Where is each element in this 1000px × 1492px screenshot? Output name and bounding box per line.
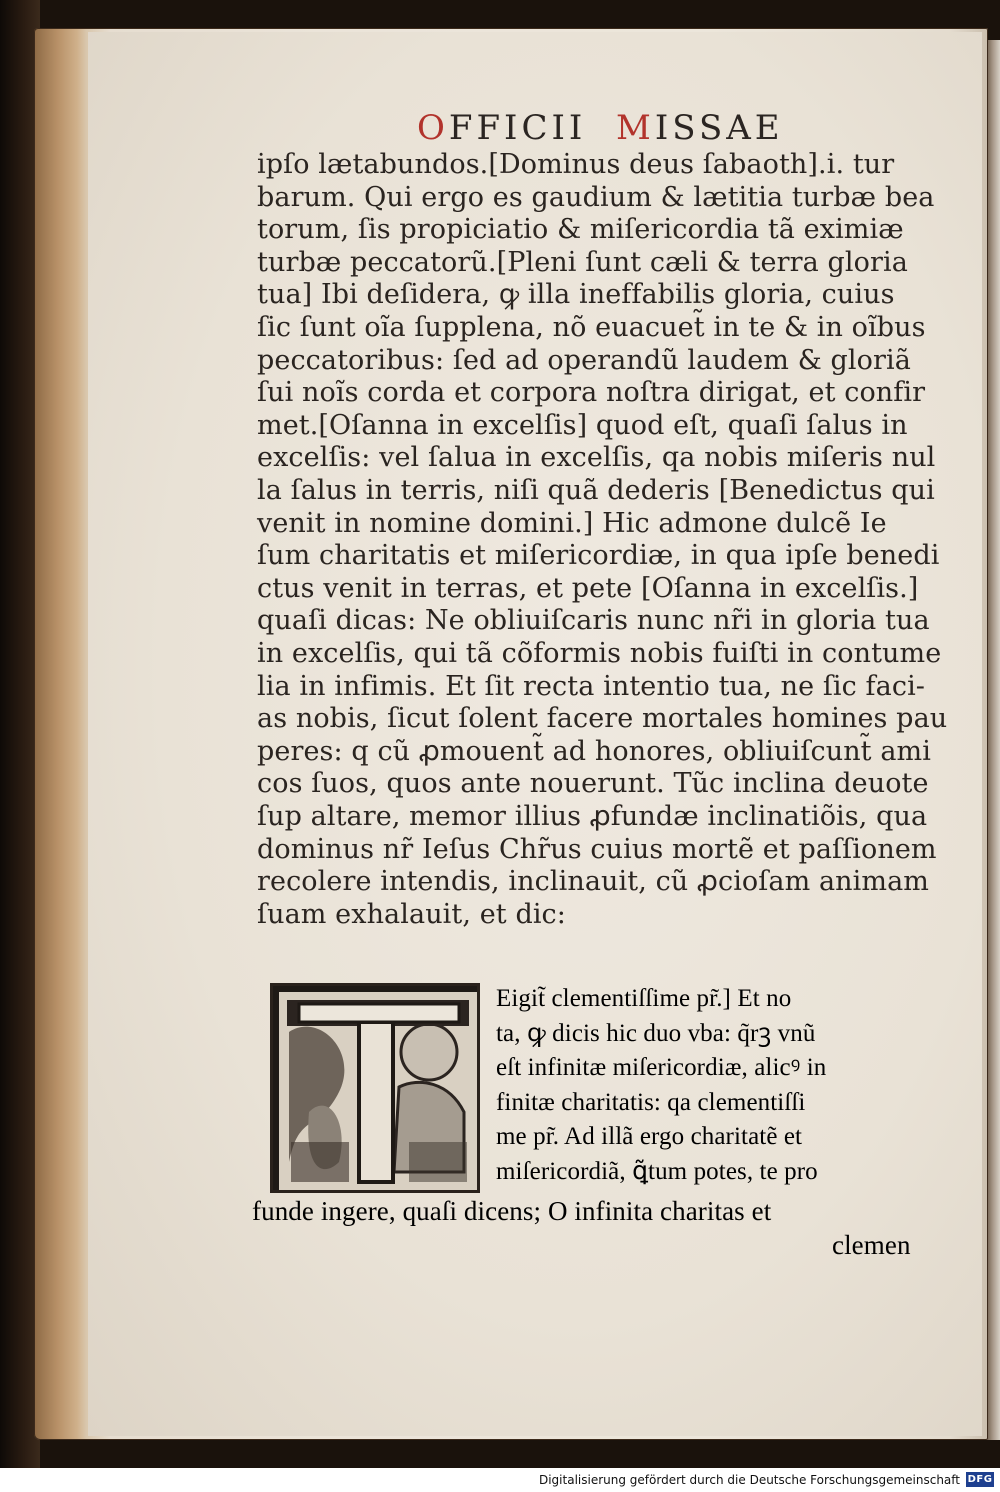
running-head [417,108,784,148]
text-line: ſuam exhalauit, et dic: [257,898,566,930]
footer-bar [0,1468,1000,1492]
text-line: dominus nr̃ Ieſus Chr̃us cuius mortẽ et paſſionem [257,833,937,865]
text-line: cos ſuos, quos ante nouerunt. Tũc inclina deuote [257,768,929,800]
text-line: torum, ſis propiciatio & miſericordia tã eximiæ [257,214,904,246]
text-line: ſup altare, memor illius ꝓfundæ inclinatiõis, qua [257,801,928,832]
facing-page-edge [986,40,1000,1440]
running-head-word-1: FFICII [448,108,587,148]
funding-credit: Digitalisierung gefördert durch die Deutsche Forschungsgemeinschaft [538,1473,960,1487]
text-line: tua] Ibi deſidera, ꝙ illa ineffabilis gloria, cuius [257,279,895,311]
text-line: quaſi dicas: Ne obliuiſcaris nunc nr̃i in gloria tua [257,605,930,637]
text-line: met.[Oſanna in excelſis] quod eſt, quaſi ſalus in [257,409,908,441]
text-line: venit in nomine domini.] Hic admone dulcẽ Ie [257,507,887,539]
text-line: turbæ peccatorũ.[Pleni ſunt cæli & terra gloria [257,246,908,278]
text-line: peccatoribus: ſed ad operandũ laudem & gloriã [257,344,911,376]
running-head-word-2: ISSAE [654,108,784,148]
initial-text-line: miſericordiã, ꝗ̃tum potes, te pro [496,1157,818,1185]
initial-text-line: me pr̃. Ad illã ergo charitatẽ et [496,1123,803,1150]
running-head-initial-o: O [417,108,449,148]
initial-text-line: eſt infinitæ miſericordiæ, alicꝰ in [496,1054,827,1081]
text-line: ipſo lætabundos.[Dominus deus ſabaoth].i. tur [257,149,895,180]
woodcut-initial [270,983,480,1193]
initial-text-line: ta, ꝙ dicis hic duo vba: q̃rꝫ vnũ [496,1019,816,1047]
initial-text-line: finitæ charitatis: qa clementiſſi [496,1088,806,1116]
text-line: ſic ſunt oĩa ſupplena, nõ euacuet̃ in te & in oĩbus [257,312,926,343]
text-line: as nobis, ſicut ſolent facere mortales homines pau [257,703,948,735]
text-line: ſui noĩs corda et corpora noſtra dirigat, et confir [257,377,926,409]
woodcut-initial-t-icon [279,992,477,1190]
closing-line: funde ingere, quaſi dicens; O infinita charitas et [252,1196,772,1226]
text-line: ſum charitatis et miſericordiæ, in qua ipſe benedi [257,540,940,572]
initial-text-line: Eigit̃ clementiſſime pr̃.] Et no [496,985,792,1012]
text-line: ctus venit in terras, et pete [Oſanna in excelſis.] [257,572,919,604]
running-head-initial-m: M [616,108,655,148]
text-line: la ſalus in terris, niſi quã dederis [Benedictus qui [257,475,935,506]
text-line: recolere intendis, inclinauit, cũ ꝓcioſam animam [257,866,929,898]
text-line: peres: q cũ ꝓmouent̃ ad honores, obliuiſcunt̃ ami [257,735,931,767]
woodcut-initial-panel [279,992,471,1184]
text-line: excelſis: vel ſalua in excelſis, qa nobis miſeris nul [257,442,936,474]
dfg-logo: DFG [967,1474,993,1485]
catchword: clemen [832,1230,911,1260]
text-line: in excelſis, qui tã cõformis nobis fuiſti in contume [257,638,942,669]
text-line: barum. Qui ergo es gaudium & lætitia turbæ bea [257,181,935,213]
text-line: lia in infimis. Et ſit recta intentio tua, ne ſic faci- [257,670,926,702]
